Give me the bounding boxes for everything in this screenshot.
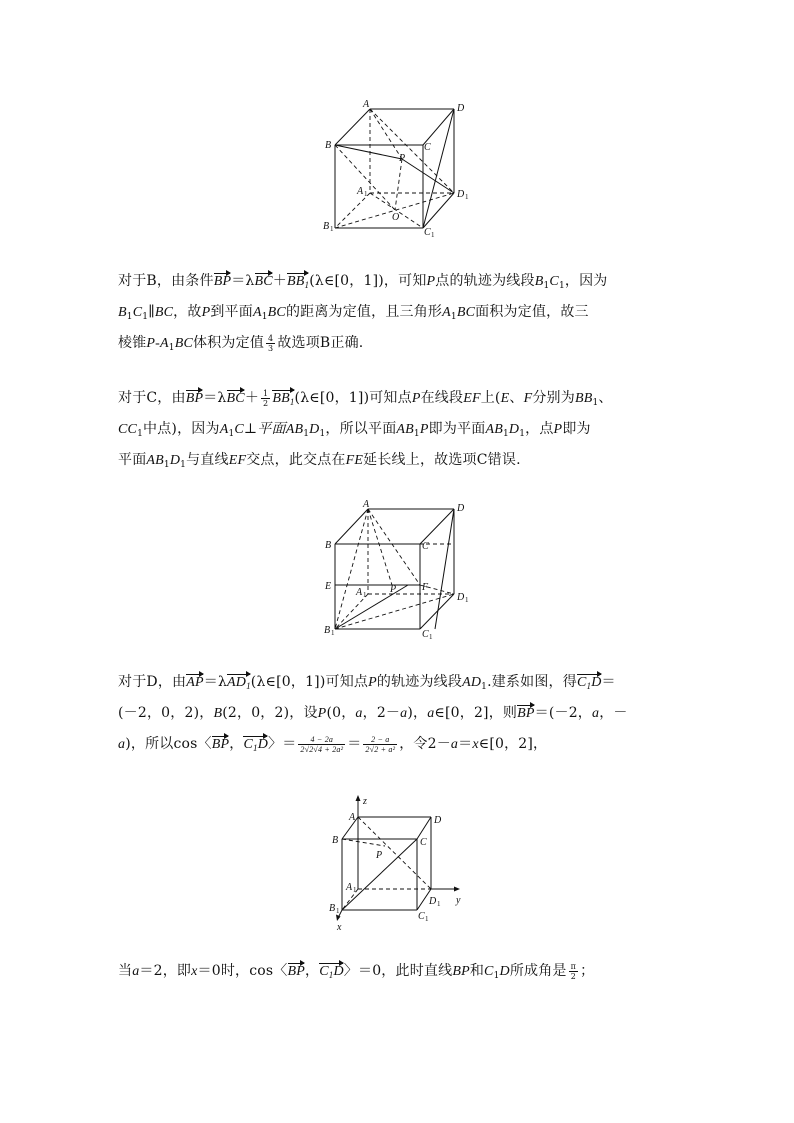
var: C [132,305,143,320]
var: EF [463,391,481,406]
text: ∈[0，2]，则 [434,705,518,721]
text: 上( [480,390,501,406]
fraction-four-thirds [266,334,275,353]
vector-c1d [577,673,602,690]
var: a [592,706,600,721]
fraction-pi-half [569,962,578,981]
text: 〉＝ [268,736,297,752]
vector-bp: BP [185,391,204,406]
text: ，所以平面 [325,421,397,437]
line [118,667,678,698]
vec-text: BB [287,274,305,289]
sub: 1 [228,429,235,439]
vector-c1d [243,735,268,752]
x-axis-arrow [336,915,341,922]
line [118,266,678,297]
text: 分别为 [532,390,575,406]
text: (λ∈[0，1])可知点 [294,390,412,406]
sub: 1 [493,971,500,981]
text: 面积为定值，故三 [475,304,589,320]
label-D: D [434,815,442,826]
vector-c1d [319,962,344,979]
text: 对于B，由条件 [118,273,214,289]
text: (λ∈[0，1])可知点 [250,674,369,690]
var: a [118,737,126,752]
paragraph-option-b [118,266,678,359]
label-E: E [325,581,332,592]
var: a [427,706,435,721]
text: ＋ [272,273,287,289]
var: B [118,305,127,320]
line [118,414,678,445]
var: P [553,422,563,437]
label-A1-sub: 1 [353,886,357,894]
figure-cube-coordinates [325,792,485,937]
var: AB [396,422,414,437]
label-P: P [390,584,397,595]
var: a [132,964,140,979]
var: P [368,675,377,690]
text: ∈[0，2]， [478,736,548,752]
sub: 1 [289,397,295,407]
sub: 1 [303,429,310,439]
sub: 1 [413,429,420,439]
text: ，－ [599,705,628,721]
var: x [191,964,198,979]
text: ＝λ [203,674,228,690]
vector-ad1 [227,673,251,690]
label-C1-sub: 1 [425,915,429,923]
sub: 1 [163,460,170,470]
label-A1: A [346,882,353,893]
figure-cube-1 [310,95,490,240]
var: BC [267,305,286,320]
numerator: 1 [263,388,269,398]
text: 平面 [118,452,147,468]
vec-text: D [591,675,602,690]
paragraph-conclusion [118,956,678,987]
vector-bp: BP [213,274,232,289]
label-D: D [457,503,465,514]
label-O: O [392,212,400,223]
sub: 1 [502,429,509,439]
vector-ap: AP [186,675,204,690]
numerator: π [570,961,577,971]
text: ＝0时，cos〈 [197,963,288,979]
sub: 1 [126,312,133,322]
line [118,698,678,729]
var: P [411,391,421,406]
text: ， [305,963,320,979]
text: 棱锥 [118,335,147,351]
var: D [508,422,520,437]
var: P-A [146,336,169,351]
var: AB [146,453,164,468]
line [118,328,678,359]
text: ＝(－2， [534,705,593,721]
sub: 1 [253,743,258,753]
label-A1: A [356,587,363,598]
cube-diagram-1 [310,95,490,240]
label-C: C [420,837,427,848]
text: 的轨迹为线段 [376,674,463,690]
line [118,445,678,476]
label-C: C [422,541,429,552]
text: 、 [509,390,524,406]
var: EF [228,453,247,468]
fraction-half [261,389,270,408]
label-z: z [363,796,367,807]
line [118,297,678,328]
label-B1-sub: 1 [331,629,335,637]
text: ， [229,736,244,752]
line [118,956,678,987]
sub: 1 [180,460,187,470]
var: P [426,274,436,289]
label-B: B [325,540,332,551]
var: A [252,305,262,320]
sub: 1 [481,682,488,692]
text: ，令2－ [399,736,451,752]
sub: 1 [137,429,144,439]
text: ＋ [244,390,260,406]
vec-text: AD [227,675,247,690]
label-F: F [422,582,429,593]
text: )， [407,705,428,721]
text: )，所以cos〈 [125,736,212,752]
vector-bp: BP [287,964,306,979]
label-D1: D [457,592,465,603]
label-P: P [399,153,406,164]
label-P: P [376,850,383,861]
fraction-cos-2 [363,735,397,754]
text: 、 [598,390,613,406]
text: 当 [118,963,133,979]
var: BB [574,391,593,406]
var: A [219,422,229,437]
sub: 1 [261,312,268,322]
text: 对于C，由 [118,390,186,406]
var: a [400,706,408,721]
label-D: D [457,103,465,114]
line [118,729,678,760]
sub: 1 [592,398,599,408]
text: (－2，0，2)， [118,705,214,721]
paragraph-option-c [118,383,678,476]
text: 与直线 [186,452,229,468]
sub: 1 [304,280,310,290]
sub: 1 [558,281,565,291]
sub: 1 [586,681,592,691]
vector-bc: BC [226,391,245,406]
label-C1: C [418,911,425,922]
label-A1-sub: 1 [364,190,368,198]
text: 到平面 [210,304,253,320]
text: (λ∈[0，1])，可知 [309,273,427,289]
label-x: x [337,922,342,933]
var: D [169,453,181,468]
var: D [309,422,320,437]
vec-text: BB [272,391,290,406]
var: BC [456,305,476,320]
text: ，因为 [564,273,608,289]
var: C⊥平面 [234,422,286,437]
vec-text: D [333,964,344,979]
label-A: A [363,499,370,510]
vec-text: C [319,964,329,979]
vec-text: C [576,675,587,690]
text: 〉＝0，此时直线 [343,963,453,979]
fraction-cos-1 [298,735,345,754]
var: B [534,274,544,289]
label-B1-sub: 1 [336,907,340,915]
text: ，点 [525,421,554,437]
label-C: C [424,142,431,153]
numerator: 4 [268,333,274,343]
denominator: 2√2√4 + 2a² [300,744,344,754]
var: C [484,964,494,979]
numerator: 2 − a [363,735,397,745]
denominator: 2√2 + a² [365,744,396,754]
denominator: 2 [263,398,269,408]
var: B [213,706,223,721]
label-B1: B [329,903,336,914]
var: AD [462,675,482,690]
label-D1-sub: 1 [437,900,441,908]
label-A: A [363,99,370,110]
text: ； [580,963,595,979]
text: 即为 [562,421,591,437]
cube-diagram-3 [325,792,485,937]
sub: 1 [543,281,550,291]
label-y: y [456,895,461,906]
text: .建系如图，得 [487,674,577,690]
var: C [549,274,559,289]
text: ＝λ [203,390,227,406]
text: (0， [326,705,356,721]
text: 的距离为定值，且三角形 [285,304,443,320]
var: BC [174,336,194,351]
text: 交点，此交点在 [246,452,346,468]
text: 和 [469,963,485,979]
vector-bb1 [287,272,309,289]
text: 对于D，由 [118,674,187,690]
label-B: B [325,140,332,151]
var: E [500,391,510,406]
text: 在线段 [420,390,464,406]
vector-bp: BP [517,706,535,721]
text: 点的轨迹为线段 [435,273,535,289]
var: AB [285,422,304,437]
sub: 1 [319,429,326,439]
text: ∥ [148,304,155,320]
cube-diagram-2 [312,497,492,645]
text: (2，0，2)，设 [222,705,318,721]
sub: 1 [519,429,526,439]
var: P [419,422,429,437]
label-D1: D [457,189,465,200]
var: P [317,706,327,721]
var: BC [154,305,174,320]
denominator: 3 [268,343,274,353]
vec-text: C [243,737,253,752]
sub: 1 [246,681,251,691]
numerator: 4 − 2a [298,735,345,745]
text: 所成角是 [509,963,567,979]
vector-bb1 [272,389,294,406]
label-A1: A [357,186,364,197]
var: CC [118,422,138,437]
text: ＝2，即 [139,963,192,979]
z-axis-arrow [356,795,361,801]
paragraph-option-d [118,667,678,760]
text: ＝ [601,674,616,690]
var: BP [452,964,470,979]
label-D1-sub: 1 [465,596,469,604]
text: 体积为定值 [193,335,265,351]
var: D [499,964,510,979]
text: ，2－ [362,705,401,721]
vector-bc: BC [254,274,273,289]
text: 中点)，因为 [143,421,220,437]
sub: 1 [142,312,149,322]
var: a [355,706,363,721]
y-axis-arrow [454,887,460,892]
label-B: B [332,835,339,846]
var: F [523,391,533,406]
label-C1: C [424,227,431,238]
label-C1-sub: 1 [431,231,435,239]
var: AB [485,422,503,437]
text: ＝λ [231,273,255,289]
label-B1-sub: 1 [330,225,334,233]
sub: 1 [328,970,334,980]
var: FE [345,453,364,468]
text: 即为平面 [428,421,486,437]
label-A1-sub: 1 [363,591,367,599]
label-B1: B [324,625,331,636]
sub: 1 [450,312,457,322]
vec-text: D [257,737,269,752]
text: ＝ [347,736,362,752]
text: ＝ [458,736,473,752]
text: 延长线上，故选项C错误. [363,452,521,468]
label-C1: C [422,629,429,640]
text: 故选项B正确. [277,335,364,351]
text: ，故 [173,304,202,320]
label-A: A [349,812,356,823]
vector-bp: BP [211,737,230,752]
label-B1: B [323,221,330,232]
var: P [201,305,211,320]
figure-cube-2 [312,497,492,645]
line [118,383,678,414]
var: A [442,305,451,320]
sub: 1 [168,343,175,353]
label-D1-sub: 1 [465,193,469,201]
denominator: 2 [570,971,577,981]
label-D1: D [429,896,437,907]
var: a [450,737,459,752]
var: x [472,737,479,752]
label-C1-sub: 1 [429,633,433,641]
